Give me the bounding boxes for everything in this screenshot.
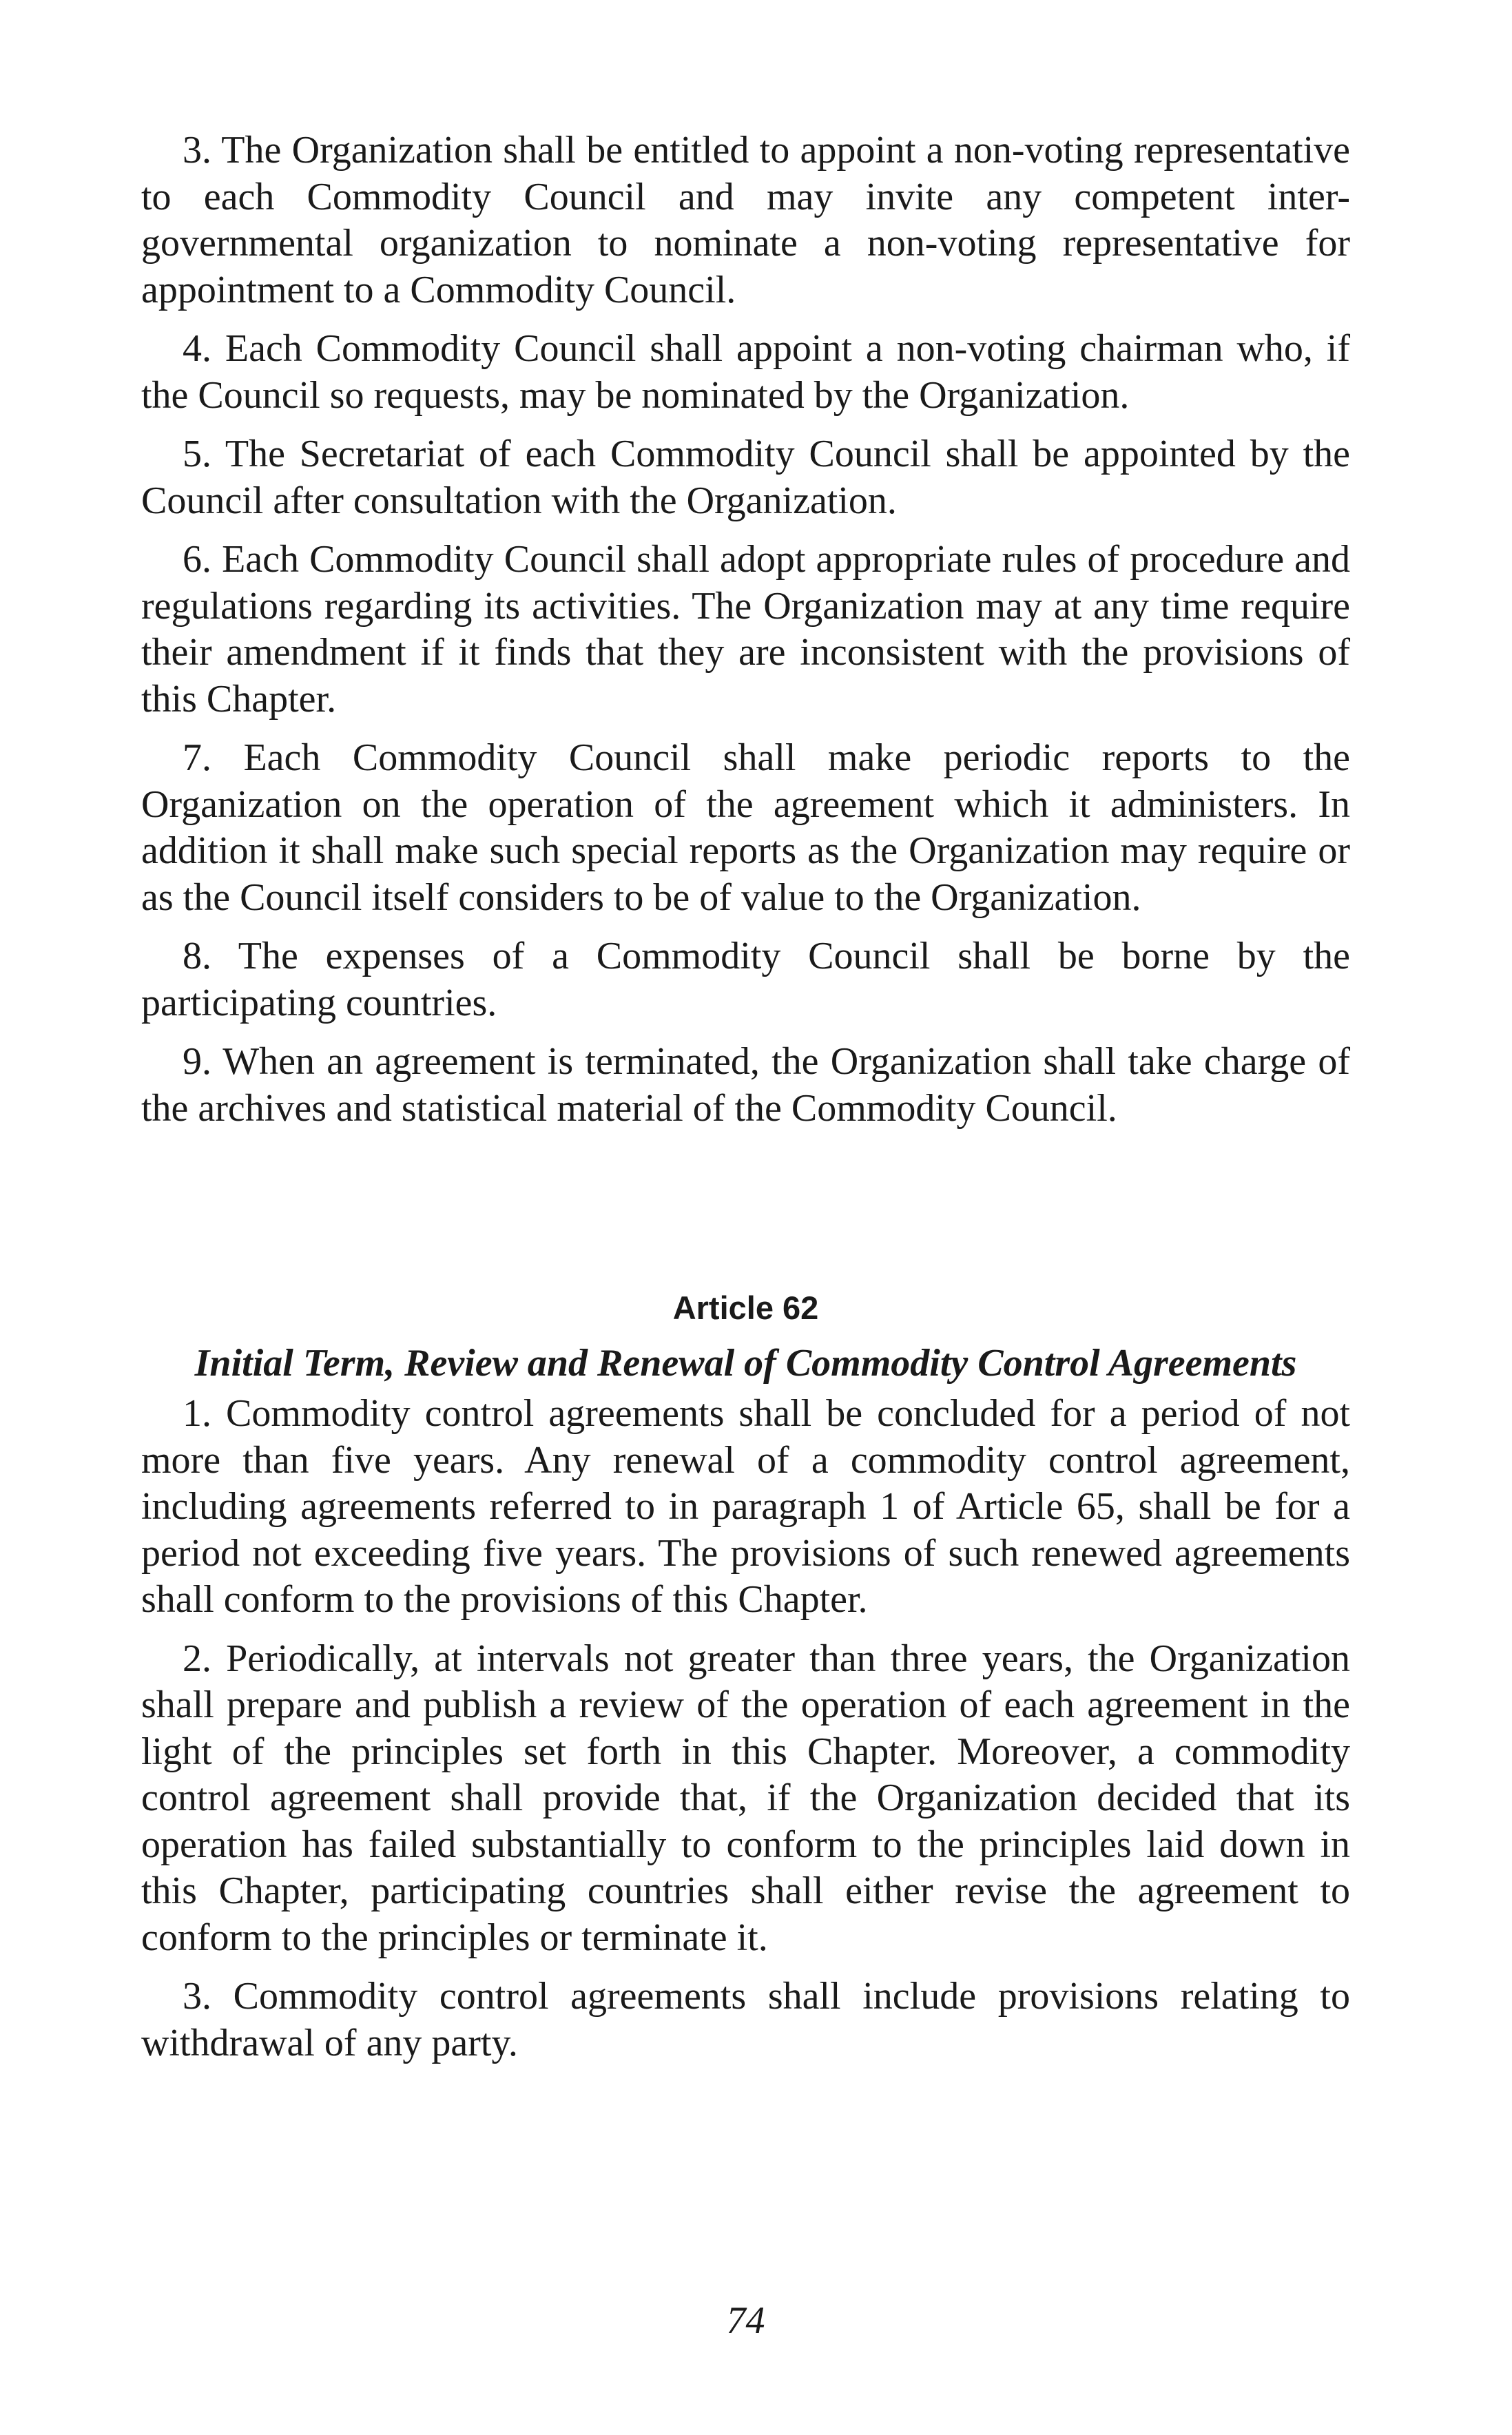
article-title: Initial Term, Review and Renewal of Commodity Control Agreements [194, 1342, 1297, 1385]
paragraph-6: 6. Each Commodity Council shall adopt appropriate rules of procedure and regulations regarding its activities. The Organization may at any time require their amendment if it finds that they are inconsistent with the provisions of this Chapter. [141, 538, 1350, 721]
council-provisions-section [141, 127, 1350, 1132]
article-paragraph-3: 3. Commodity control agreements shall include provisions relating to withdrawal of any party. [141, 1975, 1350, 2064]
paragraph-5: 5. The Secretariat of each Commodity Council shall be appointed by the Council after consultation with the Organization. [141, 433, 1350, 522]
document-page [141, 127, 1350, 2401]
article-62-section [141, 1285, 1350, 2066]
paragraph-8: 8. The expenses of a Commodity Council shall be borne by the participating countries. [141, 935, 1350, 1024]
page-number: 74 [726, 2299, 765, 2342]
paragraph-3: 3. The Organization shall be entitled to appoint a non-voting representative to each Commodity Council and may invite any competent inter-governmental organization to nominate a non-voting representative for appointment to a Commodity Council. [141, 129, 1350, 311]
article-paragraph-1: 1. Commodity control agreements shall be concluded for a period of not more than five years. Any renewal of a commodity control agreement, including agreements referred to in paragraph 1 of Article 65, shall be for a period not exceeding five years. The provisions of such renewed agreements shall conform to the provisions of this Chapter. [141, 1392, 1350, 1621]
paragraph-9: 9. When an agreement is terminated, the Organization shall take charge of the archives and statistical material of the Commodity Council. [141, 1040, 1350, 1130]
paragraph-4: 4. Each Commodity Council shall appoint a non-voting chairman who, if the Council so requests, may be nominated by the Organization. [141, 327, 1350, 417]
article-heading: Article 62 [672, 1289, 819, 1326]
article-paragraph-2: 2. Periodically, at intervals not greater than three years, the Organization shall prepare and publish a review of the operation of each agreement in the light of the principles set forth in this Chapter. Moreover, a commodity control agreement shall provide that, if the Organization decided that its operation has failed substantially to conform to the principles laid down in this Chapter, participating countries shall either revise the agreement to conform to the principles or terminate it. [141, 1637, 1350, 1959]
paragraph-7: 7. Each Commodity Council shall make periodic reports to the Organization on the operation of the agreement which it administers. In addition it shall make such special reports as the Organization may require or as the Council itself considers to be of value to the Organization. [141, 736, 1350, 919]
